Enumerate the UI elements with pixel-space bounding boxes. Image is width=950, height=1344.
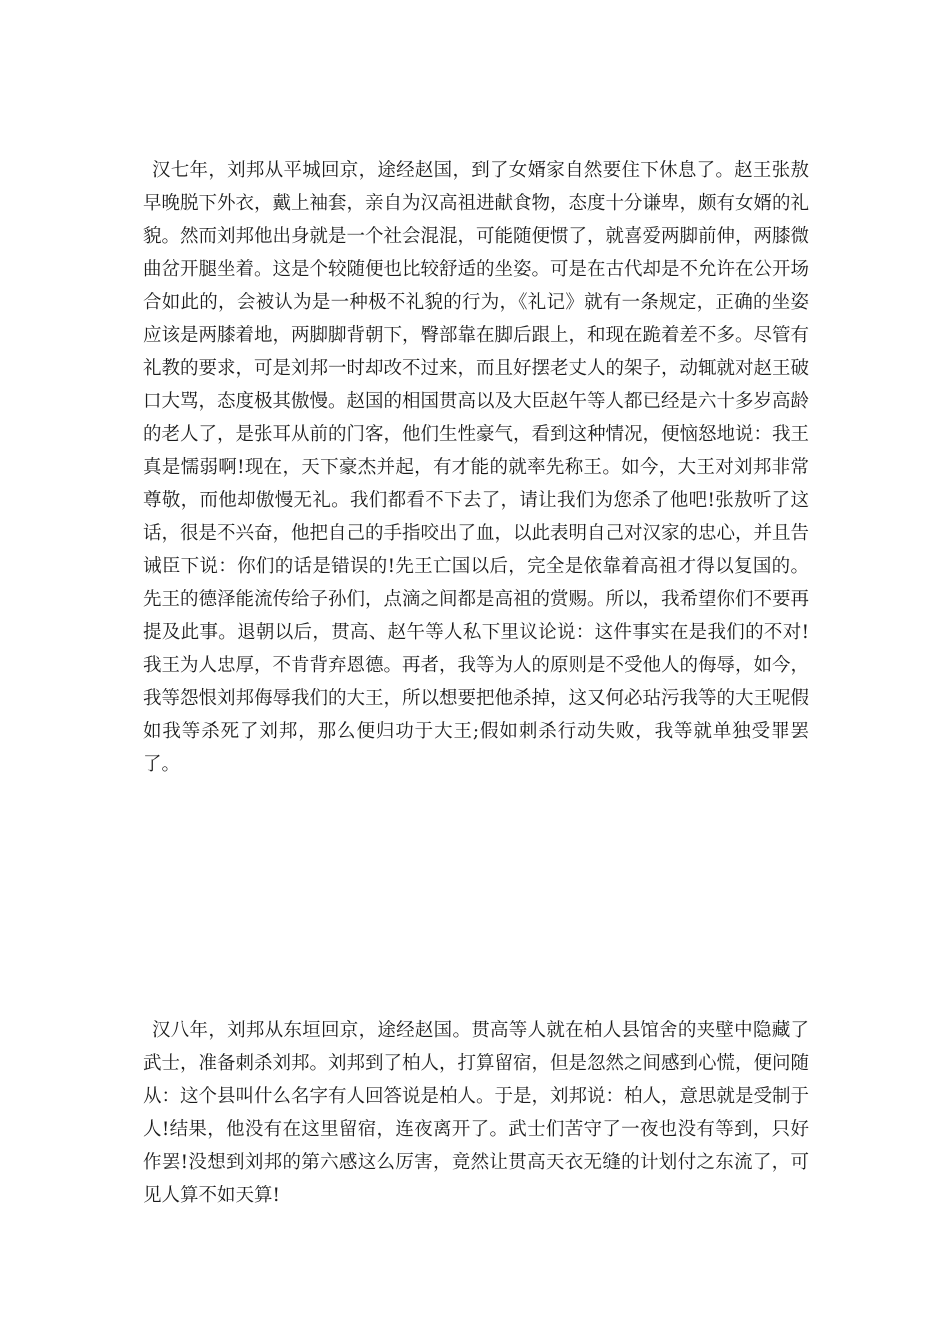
paragraph-2: 汉八年，刘邦从东垣回京，途经赵国。贯高等人就在柏人县馆舍的夹壁中隐藏了武士，准备刺杀刘邦。刘邦到了柏人，打算留宿，但是忽然之间感到心慌，便问随从：这个县叫什么名字有人回答说是柏人。于是，刘邦说：柏人，意思就是受制于人!结果，他没有在这里留宿，连夜离开了。武士们苦守了一夜也没有等到，只好作罢!没想到刘邦的第六感这么厉害，竟然让贯高天衣无缝的计划付之东流了，可见人算不如天算!	[143, 1020, 810, 1206]
paragraph-1: 汉七年，刘邦从平城回京，途经赵国，到了女婿家自然要住下休息了。赵王张敖早晚脱下外衣，戴上袖套，亲自为汉高祖进献食物，态度十分谦卑，颇有女婿的礼貌。然而刘邦他出身就是一个社会混混，可能随便惯了，就喜爱两脚前伸，两膝微曲岔开腿坐着。这是个较随便也比较舒适的坐姿。可是在古代却是不允许在公开场合如此的，会被认为是一种极不礼貌的行为，《礼记》就有一条规定，正确的坐姿应该是两膝着地，两脚脚背朝下，臀部靠在脚后跟上，和现在跪着差不多。尽管有礼教的要求，可是刘邦一时却改不过来，而且好摆老丈人的架子，动辄就对赵王破口大骂，态度极其傲慢。赵国的相国贯高以及大臣赵午等人都已经是六十多岁高龄的老人了，是张耳从前的门客，他们生性豪气，看到这种情况，便恼怒地说：我王真是懦弱啊!现在，天下豪杰并起，有才能的就率先称王。如今，大王对刘邦非常尊敬，而他却傲慢无礼。我们都看不下去了，请让我们为您杀了他吧!张敖听了这话，很是不兴奋，他把自己的手指咬出了血，以此表明自己对汉家的忠心，并且告诫臣下说：你们的话是错误的!先王亡国以后，完全是依靠着高祖才得以复国的。先王的德泽能流传给子孙们，点滴之间都是高祖的赏赐。所以，我希望你们不要再提及此事。退朝以后，贯高、赵午等人私下里议论说：这件事实在是我们的不对!我王为人忠厚，不肯背弃恩德。再者，我等为人的原则是不受他人的侮辱，如今，我等怨恨刘邦侮辱我们的大王，所以想要把他杀掉，这又何必玷污我等的大王呢假如我等杀死了刘邦，那么便归功于大王;假如刺杀行动失败，我等就单独受罪罢了。	[143, 160, 810, 775]
